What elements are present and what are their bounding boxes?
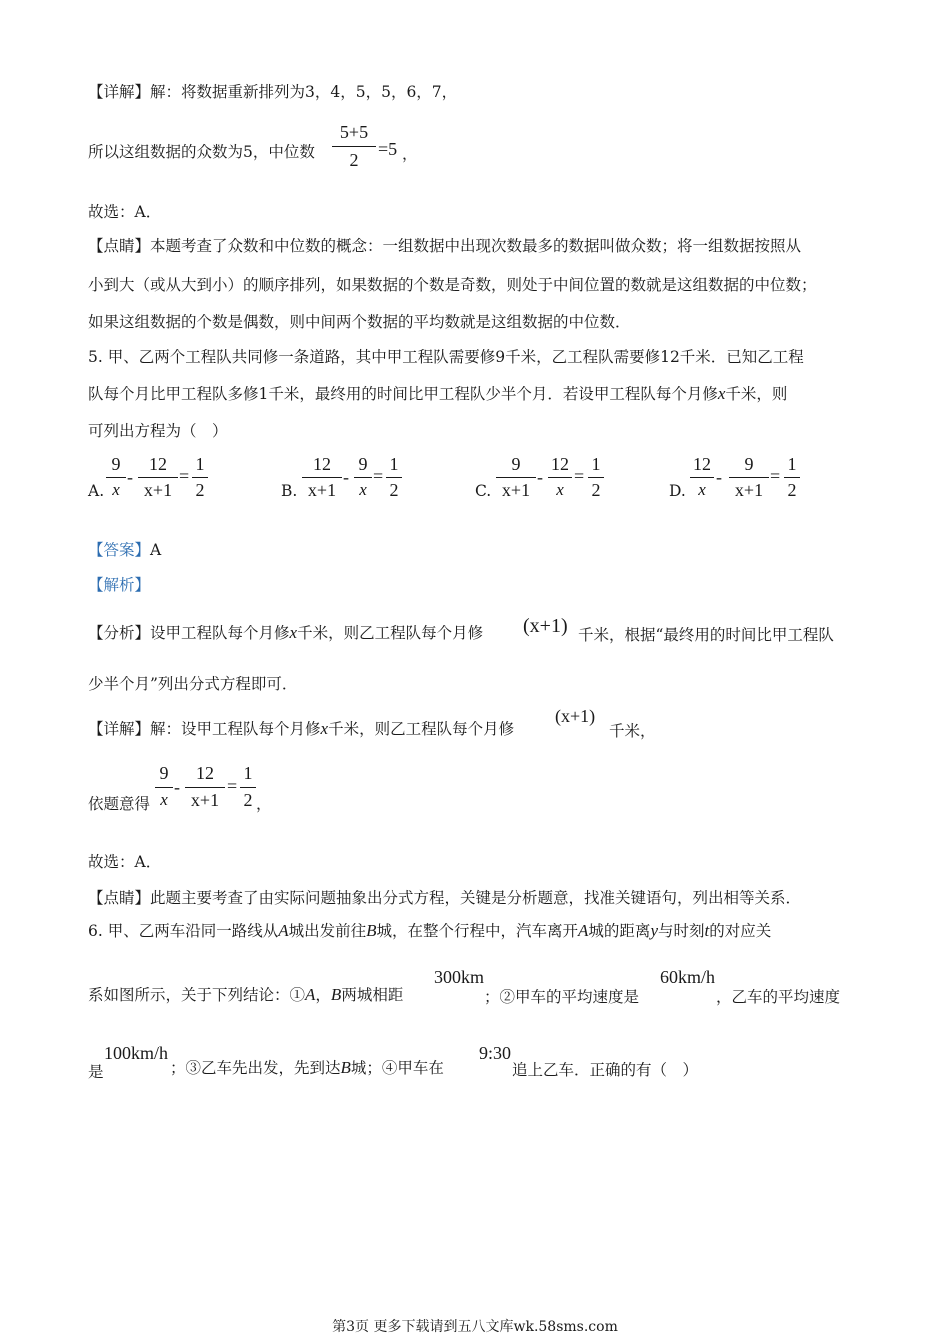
text: 城，在整个行程中，汽车离开 bbox=[376, 922, 579, 940]
answer-value: A bbox=[150, 541, 162, 559]
xiangjie-pre: 【详解】解：设甲工程队每个月修 bbox=[88, 720, 321, 738]
text: 与时刻 bbox=[657, 922, 705, 940]
q5-equation-pre: 依题意得 bbox=[88, 795, 151, 813]
frac-bar bbox=[138, 477, 178, 478]
q5-option-c-minus: - bbox=[537, 467, 543, 487]
q4-detail-line2 bbox=[88, 142, 315, 162]
q6-line3-end: 追上乙车．正确的有（ ） bbox=[512, 1061, 699, 1079]
frac-bar bbox=[784, 477, 800, 478]
q5-equation-frac2 bbox=[185, 763, 225, 813]
frac-numerator: 9 bbox=[511, 454, 521, 474]
q5-option-b-frac2 bbox=[354, 454, 372, 502]
q5-option-b-eq: = bbox=[373, 466, 384, 486]
q5-option-c-frac2 bbox=[548, 454, 572, 502]
frac-denominator: x bbox=[112, 480, 120, 499]
text: 城；④甲车在 bbox=[350, 1059, 444, 1077]
q5-option-d-frac3 bbox=[784, 454, 800, 502]
q5-equation-eq: = bbox=[227, 776, 238, 796]
frac-bar bbox=[548, 477, 572, 478]
q6-line3-start: 是 bbox=[88, 1063, 104, 1081]
frac-numerator: 12 bbox=[551, 454, 569, 474]
frac-denominator: x bbox=[160, 790, 168, 809]
frac-bar bbox=[690, 477, 714, 478]
frac-numerator: 1 bbox=[787, 454, 797, 474]
frac-bar bbox=[496, 477, 536, 478]
var-B: B bbox=[366, 921, 377, 940]
frac-numerator: 12 bbox=[149, 454, 167, 474]
text: 两城相距 bbox=[341, 986, 404, 1004]
q6-stem-line1 bbox=[88, 921, 771, 941]
frac-numerator: 9 bbox=[111, 454, 121, 474]
q5-option-c-label[interactable]: C. bbox=[475, 482, 492, 500]
xiangjie-var: x bbox=[320, 719, 329, 738]
q6-line2-mid: ；②甲车的平均速度是 bbox=[484, 988, 640, 1006]
frac-numerator: 12 bbox=[313, 454, 331, 474]
frac-denominator: x+1 bbox=[307, 480, 337, 500]
page-footer: 第3页 更多下载请到五八文库wk.58sms.com bbox=[332, 1319, 618, 1335]
q4-line2-comma: ， bbox=[402, 145, 418, 163]
frac-numerator: 9 bbox=[744, 454, 754, 474]
q5-option-a-label[interactable]: A. bbox=[88, 482, 105, 500]
q5-equation-frac3 bbox=[240, 763, 256, 813]
q4-frac-denominator: 2 bbox=[349, 150, 359, 170]
fenxi-mid: 千米，则乙工程队每个月修 bbox=[297, 624, 484, 642]
var-y: y bbox=[650, 921, 658, 940]
q5-option-b-frac3 bbox=[386, 454, 402, 502]
q5-xiangjie-post: 千米， bbox=[609, 722, 656, 740]
frac-numerator: 9 bbox=[159, 763, 169, 783]
frac-denominator: x bbox=[556, 480, 564, 499]
var-t: t bbox=[704, 921, 710, 940]
frac-denominator: 2 bbox=[787, 480, 797, 500]
q6-distance-value: 300km bbox=[434, 967, 485, 987]
q5-equation-minus: - bbox=[174, 777, 180, 797]
q5-option-d-eq: = bbox=[770, 466, 781, 486]
q4-comment-line1: 【点睛】本题考查了众数和中位数的概念：一组数据中出现次数最多的数据叫做众数；将一组数据按照从 bbox=[88, 237, 802, 255]
text: 城的距离 bbox=[588, 922, 651, 940]
q5-option-a-frac3 bbox=[192, 454, 208, 502]
frac-denominator: 2 bbox=[389, 480, 399, 500]
q4-comment-line3: 如果这组数据的个数是偶数，则中间两个数据的平均数就是这组数据的中位数． bbox=[88, 313, 631, 331]
q6-line2-end: ，乙车的平均速度 bbox=[716, 988, 841, 1006]
frac-bar bbox=[729, 477, 769, 478]
q5-option-d-frac1 bbox=[690, 454, 714, 502]
q6-time-value: 9:30 bbox=[479, 1043, 512, 1063]
q4-detail-line2-text: 所以这组数据的众数为5，中位数 bbox=[88, 143, 315, 161]
frac-numerator: 1 bbox=[195, 454, 205, 474]
frac-bar bbox=[354, 477, 372, 478]
frac-bar bbox=[302, 477, 342, 478]
answer-tag: 【答案】 bbox=[88, 541, 151, 559]
var-A: A bbox=[305, 985, 316, 1004]
q4-frac-numerator: 5+5 bbox=[339, 122, 369, 142]
frac-denominator: 2 bbox=[591, 480, 601, 500]
q5-stem2-post: 千米，则 bbox=[725, 385, 788, 403]
q5-option-a-eq: = bbox=[179, 466, 190, 486]
q5-option-b-frac1 bbox=[302, 454, 342, 502]
frac-numerator: 12 bbox=[693, 454, 711, 474]
var-B: B bbox=[340, 1058, 351, 1077]
q5-option-d-frac2 bbox=[729, 454, 769, 502]
frac-bar bbox=[240, 787, 256, 788]
text: 城出发前往 bbox=[288, 922, 367, 940]
q4-comment-line2: 小到大（或从大到小）的顺序排列，如果数据的个数是奇数，则处于中间位置的数就是这组数据的中位数； bbox=[88, 276, 817, 294]
q5-comment: 【点睛】此题主要考查了由实际问题抽象出分式方程，关键是分析题意，找准关键语句，列出相等关系． bbox=[88, 889, 802, 907]
frac-denominator: x+1 bbox=[190, 790, 220, 810]
xiangjie-mid: 千米，则乙工程队每个月修 bbox=[328, 720, 515, 738]
frac-denominator: x bbox=[359, 480, 367, 499]
q5-choose: 故选：A． bbox=[88, 853, 162, 871]
q6-speed1-value: 60km/h bbox=[660, 967, 716, 987]
q5-stem2-pre: 队每个月比甲工程队多修1千米，最终用的时间比甲工程队少半个月．若设甲工程队每个月修 bbox=[88, 385, 718, 403]
q5-fenxi-line1 bbox=[88, 623, 483, 643]
q5-analysis-tag: 【解析】 bbox=[88, 576, 151, 594]
q5-option-c-frac1 bbox=[496, 454, 536, 502]
frac-numerator: 12 bbox=[196, 763, 214, 783]
q5-option-b-label[interactable]: B. bbox=[281, 482, 298, 500]
frac-denominator: 2 bbox=[243, 790, 253, 810]
text: 的对应关 bbox=[709, 922, 772, 940]
q5-fenxi-line2: 少半个月”列出分式方程即可． bbox=[88, 675, 298, 693]
q5-stem-line1: 5. 甲、乙两个工程队共同修一条道路，其中甲工程队需要修9千米，乙工程队需要修12千米．已知乙工程 bbox=[88, 348, 804, 366]
frac-numerator: 1 bbox=[243, 763, 253, 783]
q5-stem-line2 bbox=[88, 384, 787, 404]
q5-option-c-frac3 bbox=[588, 454, 604, 502]
q5-stem2-var: x bbox=[717, 384, 726, 403]
q5-fenxi-post: 千米，根据“最终用的时间比甲工程队 bbox=[578, 626, 834, 644]
q5-fenxi-expr: (x+1) bbox=[523, 615, 568, 637]
q4-median-fraction bbox=[332, 122, 376, 174]
text: ；③乙车先出发，先到达 bbox=[170, 1059, 341, 1077]
q5-option-a-frac1 bbox=[106, 454, 126, 502]
q4-frac-result: =5 bbox=[378, 139, 398, 159]
q5-xiangjie-expr: (x+1) bbox=[555, 706, 596, 726]
fenxi-var: x bbox=[289, 623, 298, 642]
q4-detail-line1: 【详解】解：将数据重新排列为3，4，5，5，6，7， bbox=[88, 83, 458, 101]
frac-bar bbox=[588, 477, 604, 478]
q4-choose: 故选：A． bbox=[88, 203, 162, 221]
q5-option-d-minus: - bbox=[716, 467, 722, 487]
frac-denominator: 2 bbox=[195, 480, 205, 500]
frac-bar bbox=[106, 477, 126, 478]
fenxi-pre: 【分析】设甲工程队每个月修 bbox=[88, 624, 290, 642]
q6-speed2-value: 100km/h bbox=[104, 1043, 169, 1063]
q5-stem-line3: 可列出方程为（ ） bbox=[88, 422, 228, 440]
var-A: A bbox=[278, 921, 289, 940]
frac-denominator: x+1 bbox=[734, 480, 764, 500]
q5-option-a-minus: - bbox=[127, 467, 133, 487]
frac-bar bbox=[155, 787, 173, 788]
frac-bar bbox=[192, 477, 208, 478]
frac-bar bbox=[185, 787, 225, 788]
frac-denominator: x+1 bbox=[501, 480, 531, 500]
q5-option-c-eq: = bbox=[574, 466, 585, 486]
q4-frac-bar bbox=[332, 146, 376, 147]
q5-equation-frac1 bbox=[155, 763, 173, 813]
q5-option-b-minus: - bbox=[343, 467, 349, 487]
q6-stem-line3 bbox=[170, 1058, 444, 1078]
q5-option-d-label[interactable]: D. bbox=[669, 482, 686, 500]
frac-denominator: x+1 bbox=[143, 480, 173, 500]
text: ， bbox=[315, 986, 331, 1004]
frac-numerator: 9 bbox=[358, 454, 368, 474]
text: 6. 甲、乙两车沿同一路线从 bbox=[88, 922, 279, 940]
frac-denominator: x bbox=[698, 480, 706, 499]
frac-bar bbox=[386, 477, 402, 478]
q5-xiangjie-line1 bbox=[88, 719, 514, 739]
frac-numerator: 1 bbox=[389, 454, 399, 474]
q5-option-a-frac2 bbox=[138, 454, 178, 502]
var-B: B bbox=[330, 985, 342, 1004]
q6-stem-line2 bbox=[88, 985, 403, 1005]
text: 系如图所示，关于下列结论：① bbox=[88, 986, 306, 1004]
var-A: A bbox=[578, 921, 589, 940]
q5-answer bbox=[88, 540, 161, 560]
q5-equation-post: ， bbox=[256, 795, 272, 813]
frac-numerator: 1 bbox=[591, 454, 601, 474]
